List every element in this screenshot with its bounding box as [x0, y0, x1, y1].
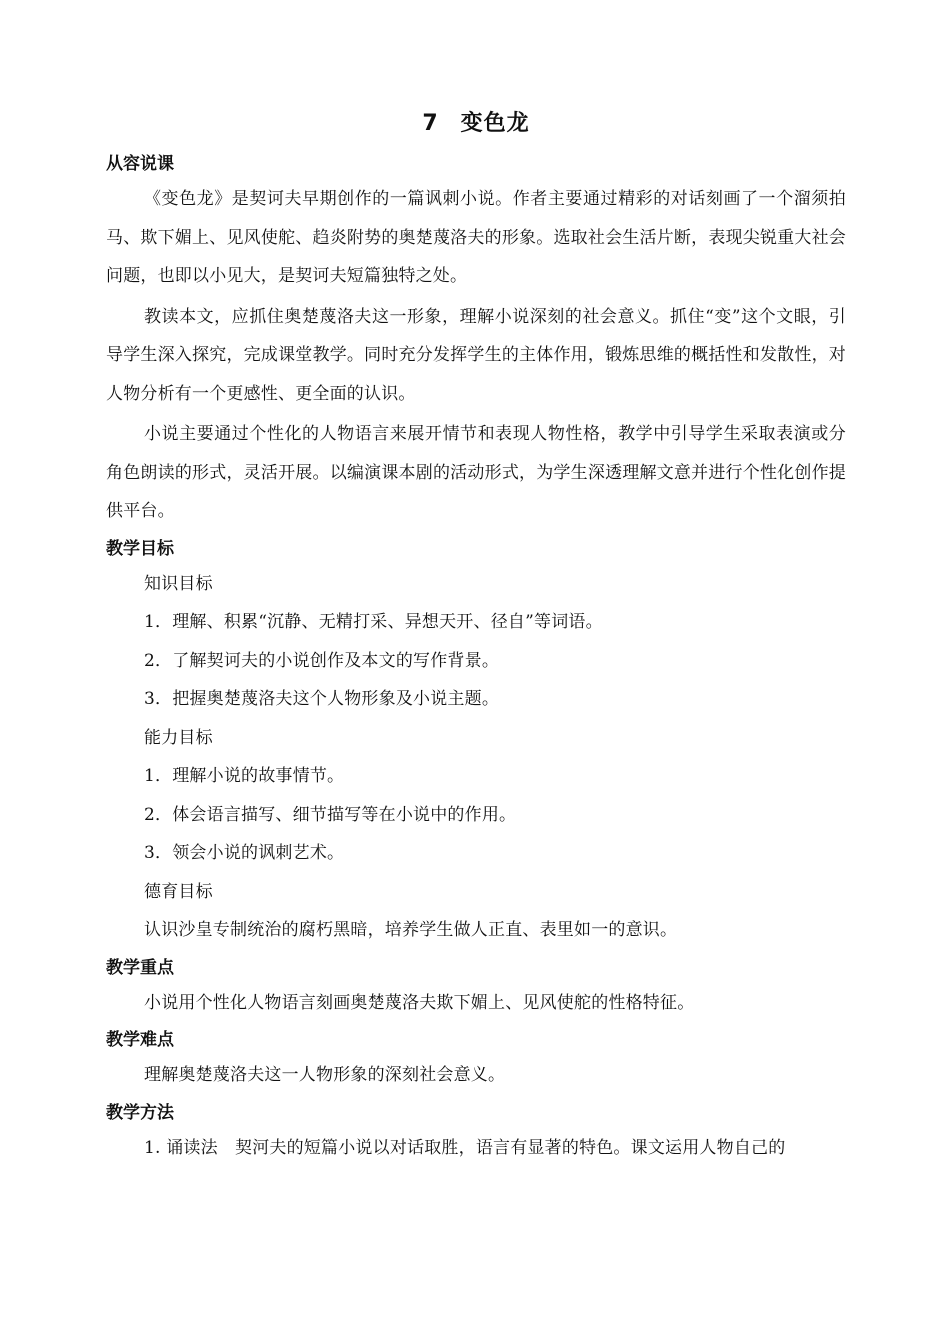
section-heading-intro: 从容说课	[106, 154, 174, 174]
ability-goals-label: 能力目标	[144, 727, 213, 748]
lesson-title-text: 变色龙	[460, 111, 530, 136]
moral-goal-text: 认识沙皇专制统治的腐朽黑暗，培养学生做人正直、表里如一的意识。	[144, 920, 678, 940]
lesson-title	[106, 104, 846, 144]
intro-paragraph-3: 小说主要通过个性化的人物语言来展开情节和表现人物性格，教学中引导学生采取表演或分角色朗读的形式，灵活开展。以编演课本剧的活动形式，为学生深透理解文意并进行个性化创作提供平台。	[106, 424, 846, 521]
methods-item-1: 1. 诵读法 契河夫的短篇小说以对话取胜，语言有显著的特色。课文运用人物自己的	[144, 1137, 786, 1158]
knowledge-goal-item: 2．了解契诃夫的小说创作及本文的写作背景。	[144, 650, 500, 671]
document-page	[106, 104, 846, 1167]
section-heading-key-points: 教学重点	[106, 957, 174, 978]
ability-goal-item: 1．理解小说的故事情节。	[144, 766, 345, 786]
ability-goal-item: 3．领会小说的讽刺艺术。	[144, 843, 345, 863]
lesson-number: 7	[422, 111, 439, 136]
moral-goals-label: 德育目标	[144, 881, 213, 902]
section-heading-goals: 教学目标	[106, 538, 174, 559]
difficulties-text: 理解奥楚蔑洛夫这一人物形象的深刻社会意义。	[144, 1065, 506, 1085]
key-points-text: 小说用个性化人物语言刻画奥楚蔑洛夫欺下媚上、见风使舵的性格特征。	[144, 992, 695, 1013]
knowledge-goals-label: 知识目标	[144, 573, 213, 594]
section-heading-methods: 教学方法	[106, 1102, 174, 1123]
intro-paragraph-2: 教读本文，应抓住奥楚蔑洛夫这一形象，理解小说深刻的社会意义。抓住“变”这个文眼，引导学生深入探究，完成课堂教学。同时充分发挥学生的主体作用，锻炼思维的概括性和发散性，对人物分析有一个更感性、更全面的认识。	[106, 306, 846, 404]
ability-goal-item: 2．体会语言描写、细节描写等在小说中的作用。	[144, 804, 517, 825]
knowledge-goal-item: 1．理解、积累“沉静、无精打采、异想天开、径自”等词语。	[144, 612, 603, 632]
knowledge-goal-item: 3．把握奥楚蔑洛夫这个人物形象及小说主题。	[144, 689, 500, 709]
intro-paragraph-1: 《变色龙》是契诃夫早期创作的一篇讽刺小说。作者主要通过精彩的对话刻画了一个溜须拍马、欺下媚上、见风使舵、趋炎附势的奥楚蔑洛夫的形象。选取社会生活片断，表现尖锐重大社会问题，也即以小见大，是契诃夫短篇独特之处。	[106, 189, 846, 286]
section-heading-difficulties: 教学难点	[106, 1030, 174, 1050]
